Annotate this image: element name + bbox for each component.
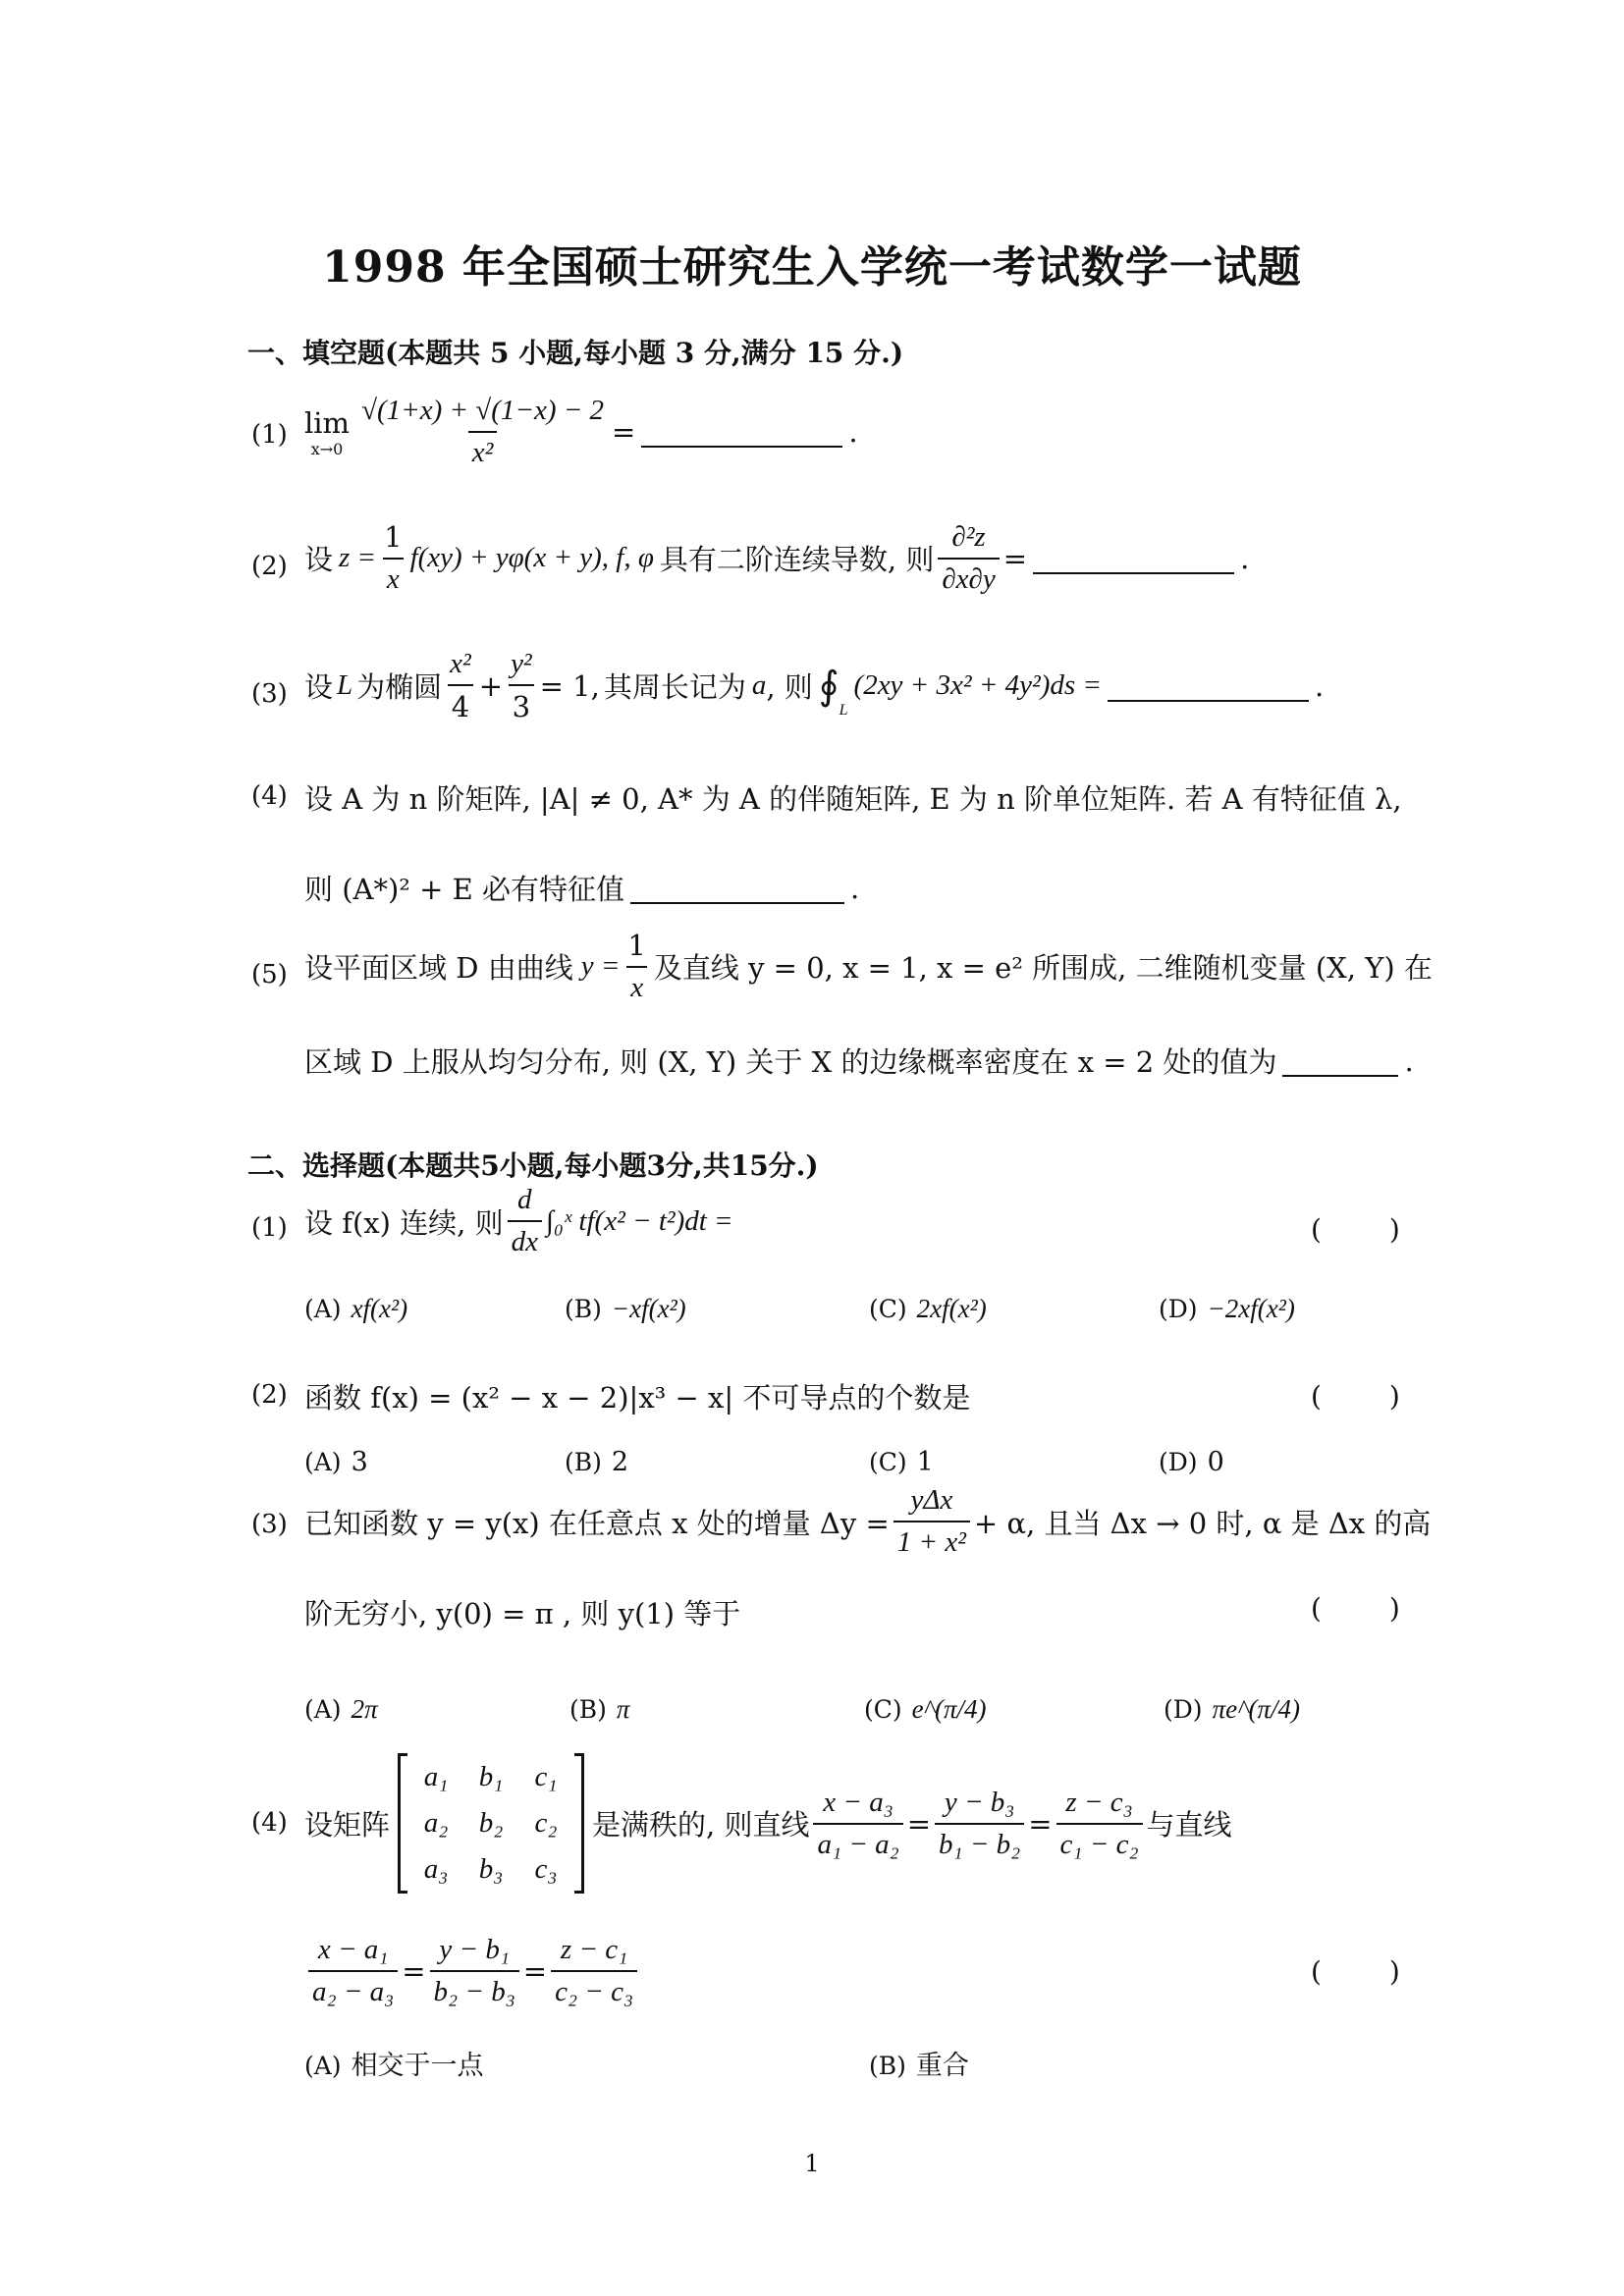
option-text: 0 [1207,1447,1224,1477]
option-label: (A) [304,2052,342,2080]
question-1-2: 设 z = $\frac{1}{x}$ f(xy) + yφ(x + y), f, φ 具有二阶连续导数, 则 $\frac{\text{∂²z}}{\partial x\partial y}$ = . [304,520,1250,595]
answer-blank [1033,543,1234,574]
fraction-denominator: 3 [509,684,534,723]
plus-sign: + [478,668,504,703]
option-text: 2xf(x²) [916,1294,987,1323]
line1-fraction-y [935,1787,1024,1861]
matrix-entry: c₁ [534,1761,558,1792]
question-1-5-line1 [304,929,1433,1004]
line1-fraction-x [813,1787,902,1861]
question-1-4-line1: 设 A 为 n 阶矩阵, |A| ≠ 0, A* 为 A 的伴随矩阵, E 为 n 阶单位矩阵. 若 A 有特征值 λ, [304,782,1402,816]
section-heading-fill-in: 一、填空题(本题共 5 小题,每小题 3 分,满分 15 分.) [247,337,904,369]
option-text: πe^(π/4) [1212,1694,1300,1724]
option-text: π [616,1694,630,1724]
question-2-3-line2: 阶无穷小, y(0) = π , 则 y(1) 等于 [304,1597,741,1630]
answer-blank [641,416,842,448]
fraction-one-over-x [623,929,649,1004]
fraction-denominator: b₁ − b₂ [935,1823,1024,1861]
increment-fraction [893,1484,970,1559]
option-c [869,1447,934,1477]
fraction-denominator: b₂ − b₃ [430,1970,519,2008]
limit-symbol: lim [304,405,351,440]
option-text: 重合 [915,2051,969,2081]
fraction-denominator: 4 [448,684,473,723]
option-b [565,1294,686,1324]
option-label: (D) [1159,1295,1198,1323]
answer-bracket: ( ) [1311,1380,1430,1413]
derivative-fraction [508,1184,542,1258]
option-b [565,1447,628,1477]
question-text: 则 (A*)² + E 必有特征值 [304,873,625,906]
question-text: , 则 [766,670,813,704]
fraction-numerator: y − b₁ [439,1934,510,1965]
option-d [1164,1694,1300,1725]
answer-bracket: ( ) [1311,1955,1430,1988]
question-text: 与直线 [1146,1808,1232,1842]
line2-fraction-z [551,1934,637,2008]
question-2-1 [304,1184,733,1258]
option-label: (D) [1159,1448,1198,1476]
question-number: (4) [251,1808,288,1838]
question-number: (5) [251,960,288,989]
integrand: (2xy + 3x² + 4y²)ds = [853,669,1102,701]
section-heading-multiple-choice: 二、选择题(本题共5小题,每小题3分,共15分.) [247,1149,819,1182]
question-2-3-line1 [304,1484,1431,1559]
fraction-numerator: z − c₃ [1065,1786,1133,1818]
option-text: e^(π/4) [911,1694,987,1724]
matrix-entry: a₁ [423,1761,449,1792]
question-text: 是满秩的, 则直线 [592,1808,810,1842]
question-text: + α, 且当 Δx → 0 时, α 是 Δx 的高 [973,1506,1432,1540]
page-title: 1998 年全国硕士研究生入学统一考试数学一试题 [322,242,1302,293]
fraction-numerator: √(1+x) + √(1−x) − 2 [361,395,605,426]
matrix-entry: b₃ [478,1853,504,1885]
option-a [304,1694,378,1725]
matrix-entry: c₂ [534,1807,558,1839]
option-a [304,2044,484,2082]
equals-sign: = [1028,1806,1053,1841]
matrix-entry: a₃ [423,1853,449,1885]
fraction-numerator: x − a₃ [823,1786,893,1818]
option-label: (B) [569,1695,607,1724]
question-text: 设平面区域 D 由曲线 [304,951,573,985]
question-number: (2) [251,1380,288,1410]
option-c [869,1294,987,1324]
line-integral-symbol: ∮ [818,663,839,709]
matrix-entry: b₂ [478,1807,504,1839]
fraction-denominator: a₁ − a₂ [813,1823,902,1861]
equals-sign: = [522,1954,548,1988]
option-a [304,1294,407,1324]
question-text: 设 [304,543,334,576]
option-label: (C) [869,1448,907,1476]
question-text: 为椭圆 [356,670,443,704]
question-1-5-line2: 区域 D 上服从均匀分布, 则 (X, Y) 关于 X 的边缘概率密度在 x = 2 处的值为 . [304,1041,1414,1081]
option-label: (C) [869,1295,907,1323]
option-text: 2 [611,1447,629,1477]
fraction-denominator: a₂ − a₃ [308,1970,398,2008]
fraction-numerator: y² [511,648,532,679]
question-2-4-line1 [304,1753,1232,1894]
limit-subscript: x→0 [310,439,344,458]
option-b [569,1694,629,1725]
line2-fraction-x [308,1934,398,2008]
matrix-entry: b₁ [478,1761,504,1792]
math-expr: f(xy) + yφ(x + y), f, φ [409,542,654,573]
var-a: a [751,669,767,701]
math-expr: y = [580,950,621,982]
option-text: 2π [351,1694,378,1724]
fraction-numerator: 1 [627,929,646,962]
equals-sign: = [1002,541,1028,575]
question-number: (1) [251,420,288,450]
equals-sign: = [612,415,636,449]
fraction-numerator: y − b₃ [944,1786,1015,1818]
answer-blank [1282,1045,1398,1077]
integral-subscript: L [839,702,848,719]
limit-fraction [357,395,608,469]
fraction-denominator: c₂ − c₃ [551,1970,637,2008]
fraction-one-over-x: $\frac{1}{x}$ [384,520,403,595]
fraction-denominator: 1 + x² [893,1521,970,1559]
question-number: (2) [251,552,288,581]
question-2-4-line2 [304,1934,641,2008]
integral-expression: ∫₀ˣ tf(x² − t²)dt = [545,1204,733,1237]
matrix-entry: a₂ [423,1807,449,1839]
fraction-numerator: z − c₁ [560,1934,628,1965]
fraction-denominator: ∂x∂y [938,558,999,596]
question-text: 设 [304,670,334,704]
answer-bracket: ( ) [1311,1592,1430,1625]
option-text: 1 [916,1447,934,1477]
coefficient-matrix [398,1753,584,1894]
option-b [869,2044,969,2082]
option-label: (B) [869,2052,906,2080]
line2-fraction-y [430,1934,519,2008]
option-text: 相交于一点 [351,2051,484,2081]
equals-sign: = [402,1954,426,1988]
question-1-1: lim x→0 $\frac{√(1+x) + √(1-x) - 2}{\text{x²}}$ = . [304,395,858,468]
matrix-entry: c₃ [534,1853,558,1885]
question-text: 及直线 y = 0, x = 1, x = e² 所围成, 二维随机变量 (X, Y) 在 [653,951,1433,985]
option-c [864,1694,987,1725]
question-text: 设 f(x) 连续, 则 [304,1205,504,1240]
question-number: (1) [251,1213,288,1243]
option-label: (B) [565,1448,602,1476]
fraction-denominator: c₁ − c₂ [1056,1823,1143,1861]
fraction-denominator: x² [468,431,498,469]
option-label: (B) [565,1295,602,1323]
fraction-numerator: x − a₁ [317,1934,389,1965]
var-L: L [337,669,353,701]
option-text: xf(x²) [351,1294,408,1323]
option-text: 3 [351,1447,368,1477]
question-text: 其周长记为 [603,670,746,704]
option-label: (A) [304,1295,342,1323]
question-text: 区域 D 上服从均匀分布, 则 (X, Y) 关于 X 的边缘概率密度在 x = 2 处的值为 [304,1045,1277,1079]
ellipse-fraction-x [446,648,475,723]
question-text: 具有二阶连续导数, 则 [659,543,935,576]
question-number: (3) [251,679,288,709]
option-label: (A) [304,1695,342,1724]
question-1-3: 设 L 为椭圆 $\frac{\text{x²}}{4}$ + $\frac{\text{y²}}{3}$ = 1, 其周长记为 a , 则 ∮ L (2xy + 3x² + 4y²)ds = . [304,648,1325,723]
math-expr: z = [339,542,377,573]
option-text: −xf(x²) [611,1294,686,1323]
page-number: 1 [804,2150,820,2177]
equals-sign: = [906,1806,931,1841]
answer-bracket: ( ) [1311,1213,1430,1246]
answer-blank [630,873,844,904]
fraction-numerator: ∂²z [951,520,986,553]
option-label: (D) [1164,1695,1203,1724]
option-d [1159,1447,1224,1477]
fraction-numerator: yΔx [910,1484,953,1516]
equals-one: = 1, [539,668,600,703]
question-number: (4) [251,781,288,811]
option-d [1159,1294,1295,1324]
option-label: (A) [304,1448,342,1476]
question-number: (3) [251,1510,288,1539]
fraction-denominator: dx [508,1220,542,1258]
question-text: 设矩阵 [304,1808,391,1842]
fraction-numerator: d [517,1184,532,1215]
question-1-4-line2: 则 (A*)² + E 必有特征值 . [304,868,859,908]
answer-blank [1108,670,1309,702]
fraction-denominator: x [626,966,647,1004]
option-label: (C) [864,1695,902,1724]
ellipse-fraction-y [507,648,536,723]
line1-fraction-z [1056,1787,1143,1861]
question-2-2: 函数 f(x) = (x² − x − 2)|x³ − x| 不可导点的个数是 [304,1381,971,1415]
question-text: 已知函数 y = y(x) 在任意点 x 处的增量 Δy = [304,1506,890,1540]
option-a [304,1447,368,1477]
fraction-numerator: x² [450,648,471,679]
option-text: −2xf(x²) [1207,1294,1295,1323]
partial-derivative-fraction [938,521,999,596]
